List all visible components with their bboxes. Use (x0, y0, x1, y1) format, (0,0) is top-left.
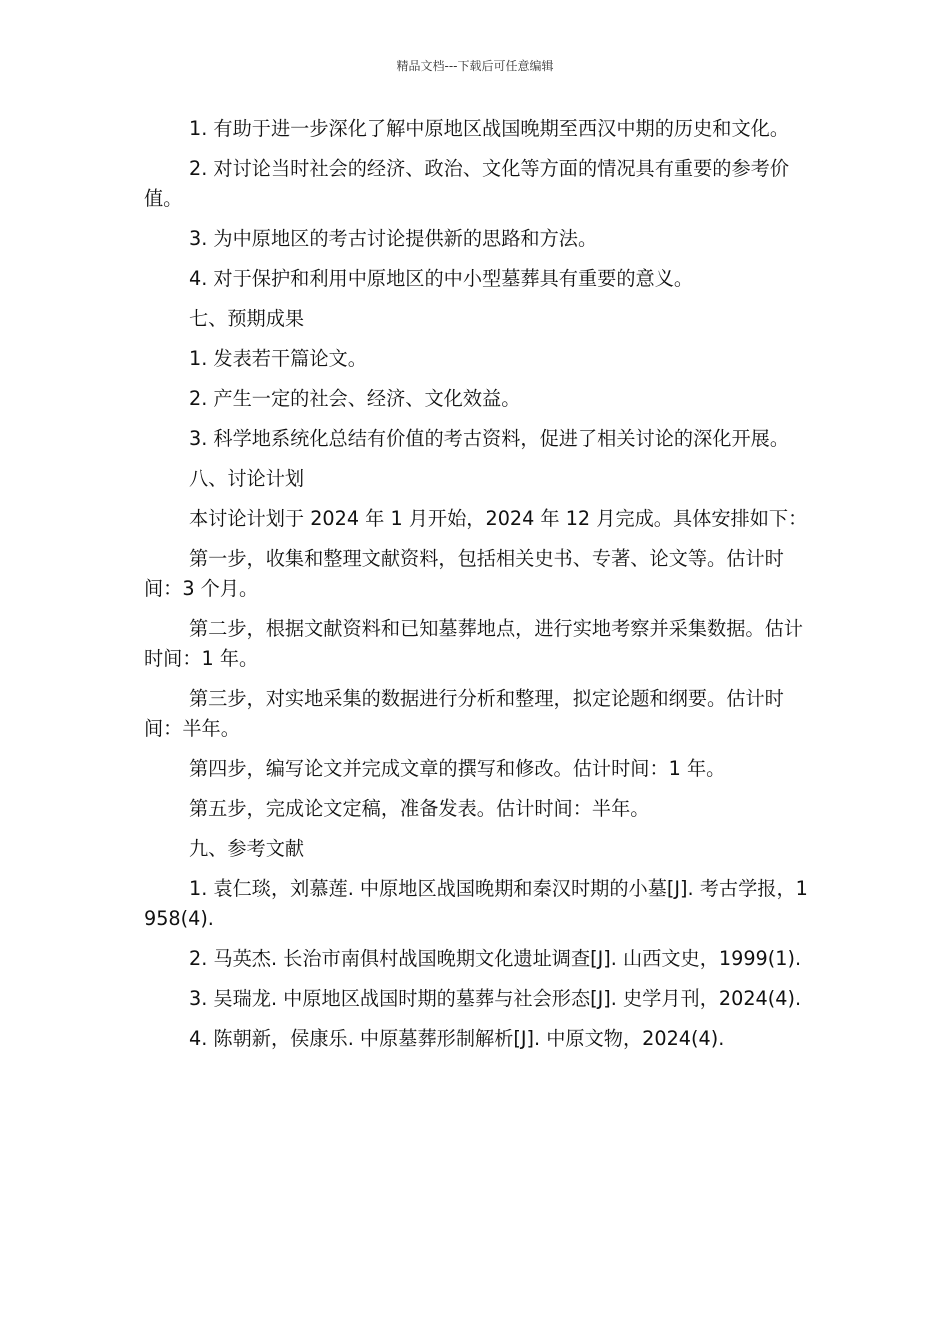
plan-intro-paragraph: 本讨论计划于 2024 年 1 月开始，2024 年 12 月完成。具体安排如下： (189, 507, 808, 530)
list-item-result-2: 2. 产生一定的社会、经济、文化效益。 (189, 387, 521, 410)
list-item-significance-1: 1. 有助于进一步深化了解中原地区战国晚期至西汉中期的历史和文化。 (189, 117, 790, 140)
section-heading-references: 九、参考文献 (189, 837, 305, 860)
list-item-result-1: 1. 发表若干篇论文。 (189, 347, 367, 370)
document-body (144, 114, 808, 1064)
list-item-significance-4: 4. 对于保护和利用中原地区的中小型墓葬具有重要的意义。 (189, 267, 694, 290)
reference-item-4: 4. 陈朝新，侯康乐. 中原墓葬形制解析[J]. 中原文物，2024(4). (189, 1027, 725, 1050)
plan-step-1: 第一步，收集和整理文献资料，包括相关史书、专著、论文等。估计时间：3 个月。 (144, 547, 784, 600)
plan-step-2: 第二步，根据文献资料和已知墓葬地点，进行实地考察并采集数据。估计时间：1 年。 (144, 617, 803, 670)
reference-item-1: 1. 袁仁琰，刘慕莲. 中原地区战国晚期和秦汉时期的小墓[J]. 考古学报，1958(4). (144, 877, 808, 930)
page-header: 精品文档---下载后可任意编辑 (396, 59, 554, 73)
plan-step-3: 第三步，对实地采集的数据进行分析和整理，拟定论题和纲要。估计时间：半年。 (144, 687, 784, 740)
list-item-significance-2: 2. 对讨论当时社会的经济、政治、文化等方面的情况具有重要的参考价值。 (144, 157, 790, 210)
list-item-significance-3: 3. 为中原地区的考古讨论提供新的思路和方法。 (189, 227, 598, 250)
reference-item-2: 2. 马英杰. 长治市南俱村战国晚期文化遗址调查[J]. 山西文史，1999(1). (189, 947, 802, 970)
list-item-result-3: 3. 科学地系统化总结有价值的考古资料，促进了相关讨论的深化开展。 (189, 427, 790, 450)
section-heading-expected-results: 七、预期成果 (189, 307, 305, 330)
section-heading-research-plan: 八、讨论计划 (189, 467, 305, 490)
plan-step-5: 第五步，完成论文定稿，准备发表。估计时间：半年。 (189, 797, 650, 820)
plan-step-4: 第四步，编写论文并完成文章的撰写和修改。估计时间：1 年。 (189, 757, 726, 780)
reference-item-3: 3. 吴瑞龙. 中原地区战国时期的墓葬与社会形态[J]. 史学月刊，2024(4). (189, 987, 802, 1010)
